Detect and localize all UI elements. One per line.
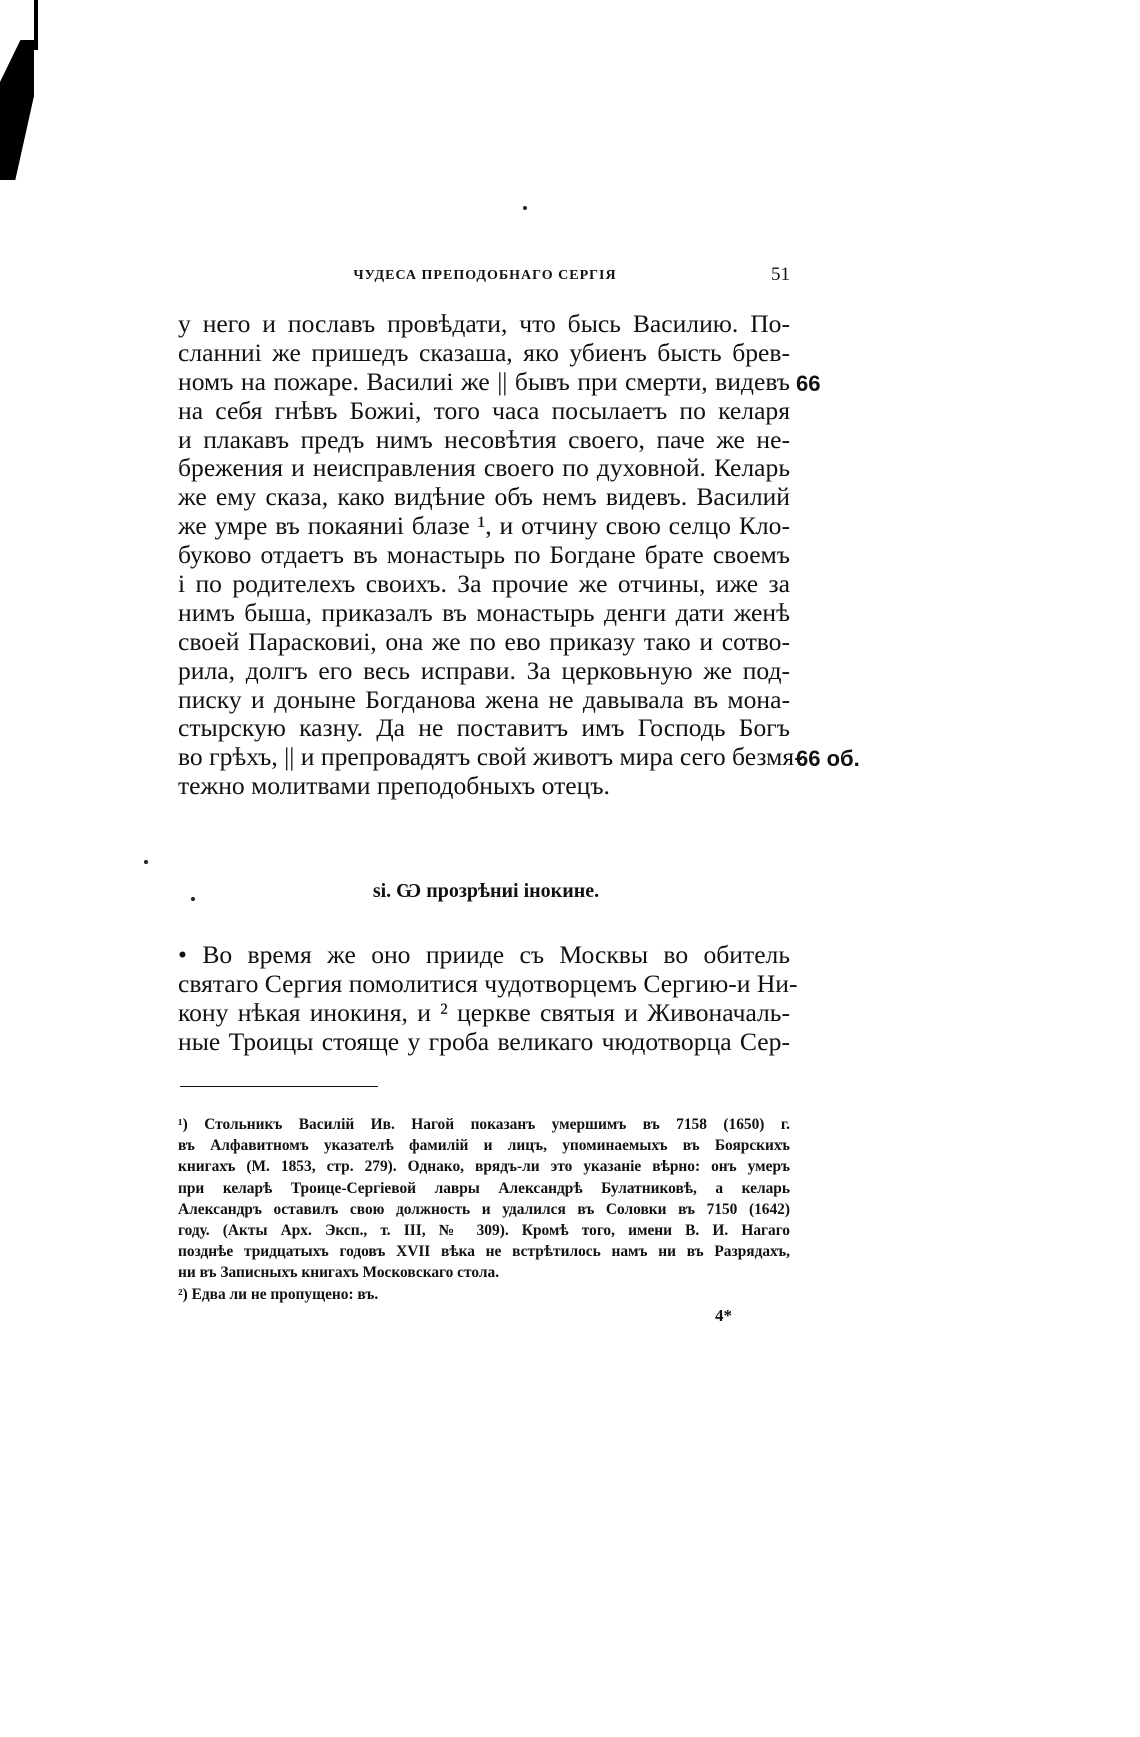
page-header: [180, 264, 790, 288]
text-line: рила, долгъ его весь исправи. За церковьную же под-: [178, 655, 790, 685]
footnote-line: ¹) Стольникъ Василій Ив. Нагой показанъ умершимъ въ 7158 (1650) г.: [178, 1116, 790, 1133]
text-line: нимъ быша, приказалъ въ монастырь денги дати женѣ: [178, 597, 790, 627]
section-heading: ѕі. Ѡ прозрѣниі інокине.: [372, 880, 600, 902]
text-line: же ему сказа, како видѣние объ немъ видевъ. Василий: [178, 482, 790, 512]
text-line-content: номъ на пожаре. Василиі же || бывъ при смерти, видевъ: [178, 366, 790, 396]
text-line: стырскую казну. Да не поставитъ имъ Господь Богъ: [178, 713, 790, 743]
text-line: писку и доныне Богданова жена не давывала въ мона-: [178, 684, 790, 714]
text-line: тежно молитвами преподобныхъ отецъ.: [178, 771, 610, 801]
text-line-content: во грѣхъ, || и препровадятъ свой животъ мира сего безмя-: [178, 742, 803, 772]
scan-edge-mark: [0, 40, 34, 180]
footnote-line: году. (Акты Арх. Эксп., т. III, № 309). Кромѣ того, имени В. И. Нагаго: [178, 1221, 790, 1239]
footnote-divider: [180, 1086, 378, 1087]
footnote-line: ни въ Записныхъ книгахъ Московскаго стола.: [178, 1264, 500, 1282]
text-line: и плакавъ предъ нимъ несовѣтия своего, паче же не-: [178, 424, 790, 454]
page-number: 51: [771, 264, 790, 285]
text-line: своей Парасковиі, она же по ево приказу тако и сотво-: [178, 626, 790, 656]
text-line: ные Троицы стояще у гроба великаго чюдотворца Сер-: [178, 1026, 790, 1056]
scan-edge-line: [34, 0, 38, 50]
footnote-2: ²) Едва ли не пропущено: въ.: [178, 1285, 379, 1303]
text-line-with-margin-note: [178, 742, 860, 772]
body-text: [178, 309, 860, 801]
text-line-with-margin-note: [178, 366, 821, 397]
footnote-line: Александръ оставилъ свою должность и удалился въ Соловки въ 7150 (1642): [178, 1200, 790, 1218]
text-line: брежения и неисправления своего по духовной. Келарь: [178, 453, 790, 483]
text-line: буково отдаетъ въ монастырь по Богдане брате своемъ: [178, 540, 790, 570]
text-line: і по родителехъ своихъ. За прочие же отчины, иже за: [178, 569, 790, 599]
speck-dot: [523, 206, 527, 210]
margin-folio-note: 66: [796, 370, 821, 396]
footnote-line: при келарѣ Троице-Сергіевой лавры Александрѣ Булатниковѣ, а келарь: [178, 1179, 790, 1197]
text-line: • Во время же оно прииде съ Москвы во обитель: [178, 940, 790, 969]
text-line: же умре въ покаяниі блазе ¹, и отчину свою селцо Кло-: [178, 511, 790, 541]
running-title: ЧУДЕСА ПРЕПОДОБНАГО СЕРГІЯ: [353, 268, 617, 283]
footnote-line: книгахъ (М. 1853, стр. 279). Однако, врядъ-ли это указаніе вѣрно: онъ умеръ: [178, 1158, 790, 1176]
text-line: сланниі же пришедъ сказаша, яко убиенъ бысть брев-: [178, 337, 790, 367]
footnote-line: въ Алфавитномъ указателѣ фамилій и лицъ, упоминаемыхъ въ Боярскихъ: [178, 1137, 790, 1155]
text-line: святаго Сергия помолитися чудотворцемъ Сергию-и Ни-: [178, 968, 798, 998]
speck-dot: [144, 860, 148, 864]
section-text: [178, 940, 798, 1056]
margin-folio-note: 66 об.: [796, 746, 860, 772]
footnotes: [178, 1114, 790, 1305]
text-line: кону нѣкая инокиня, и ² церкве святыя и Живоначаль-: [178, 997, 790, 1027]
footnote-line: позднѣе тридцатыхъ годовъ XVII вѣка не встрѣтилось намъ ни въ Разрядахъ,: [178, 1243, 790, 1261]
signature-mark: 4*: [715, 1306, 732, 1325]
text-line: на себя гнѣвъ Божиі, того часа посылаетъ по келаря: [178, 395, 790, 425]
text-line: у него и пославъ провѣдати, что бысь Василию. По-: [178, 309, 790, 338]
